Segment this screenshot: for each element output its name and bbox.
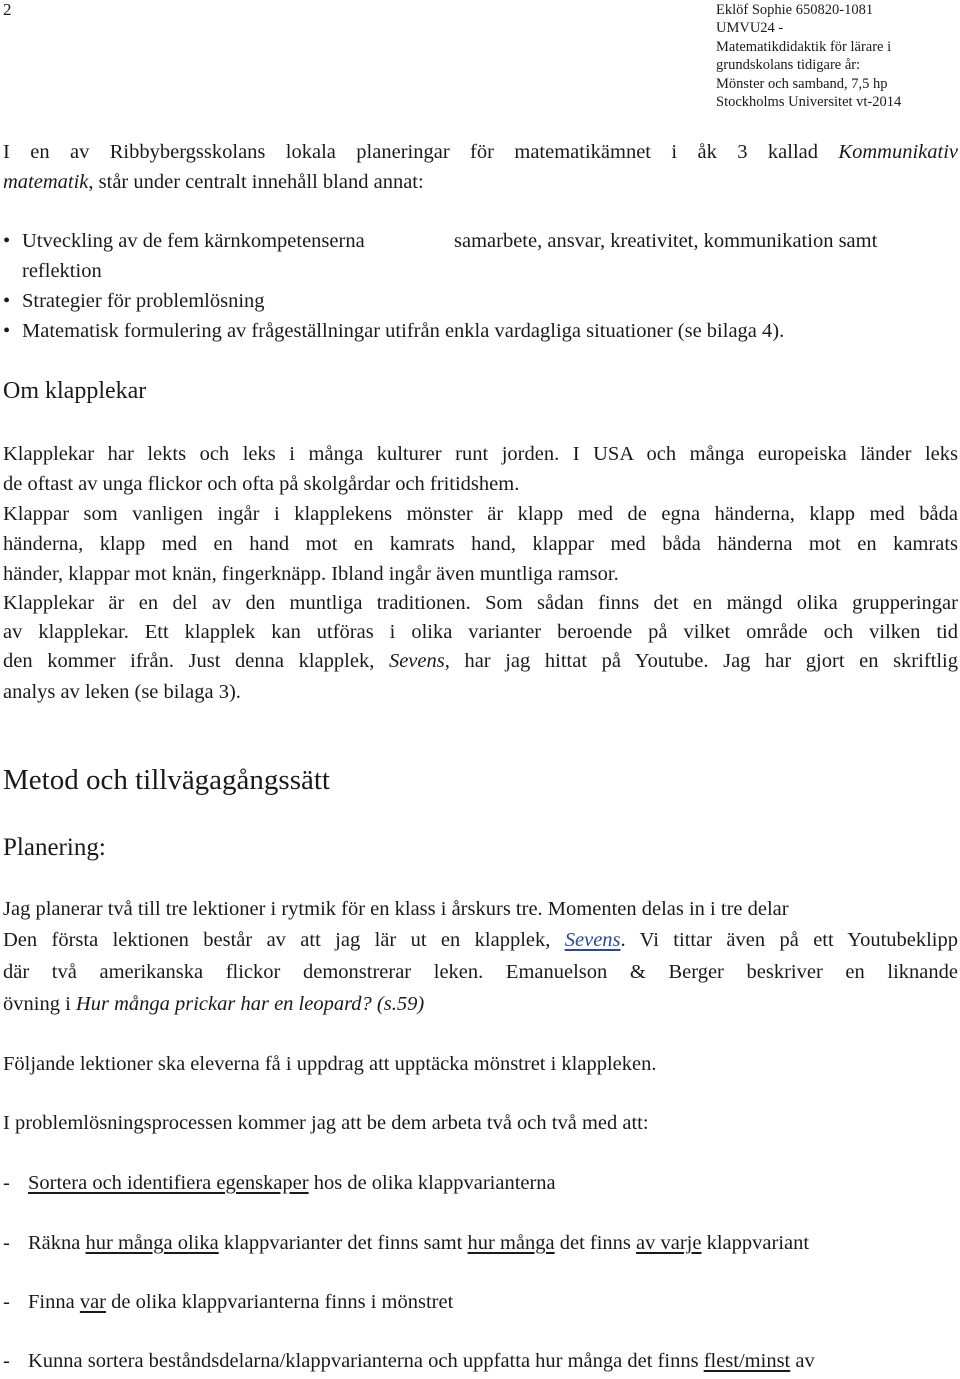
om-line-8: den kommer ifrån. Just denna klapplek, Sevens, har jag hittat på Youtube. Jag har gjort en skriftlig — [3, 650, 958, 672]
om-line-3: Klappar som vanligen ingår i klapplekens mönster är klapp med de egna händerna, klapp med båda — [3, 503, 958, 525]
dash-item-2: - Räkna hur många olika klappvarianter det finns samt hur många det finns av varje klappvariant — [3, 1232, 810, 1254]
dash-item-3: - Finna var de olika klappvarianterna finns i mönstret — [3, 1291, 454, 1313]
bullet-marker: • — [3, 290, 11, 312]
om-line-5: händer, klappar mot knän, fingerknäpp. Ibland ingår även muntliga ramsor. — [3, 563, 619, 585]
metod-line-2: Den första lektionen består av att jag lär ut en klapplek, Sevens. Vi tittar även på ett Youtubeklipp — [3, 929, 958, 951]
section-heading-om-klapplekar: Om klapplekar — [3, 378, 147, 404]
om-line-7: av klapplekar. Ett klapplek kan utföras i olika varianter beroende på vilket område och vilken tid — [3, 621, 958, 643]
metod-line-3: där två amerikanska flickor demonstrerar leken. Emanuelson & Berger beskriver en liknande — [3, 961, 958, 983]
plan-title: Kommunikativ — [838, 141, 958, 163]
metod-line-5: Följande lektioner ska eleverna få i uppdrag att upptäcka mönstret i klappleken. — [3, 1053, 657, 1075]
bullet-item-3: • Matematisk formulering av frågeställningar utifrån enkla vardagliga situationer (se bilaga 4). — [3, 320, 785, 342]
bullet-marker: • — [3, 230, 11, 252]
header-line-course-code: UMVU24 - — [716, 20, 784, 37]
bullet-marker: • — [3, 320, 11, 342]
sevens-link[interactable]: Sevens — [564, 929, 621, 951]
dash-marker: - — [3, 1350, 10, 1372]
section-heading-metod: Metod och tillvägagångssätt — [3, 764, 330, 796]
om-line-4: händerna, klapp med en hand mot en kamrats hand, klappar med båda händerna mot en kamrats — [3, 533, 958, 555]
metod-line-6: I problemlösningsprocessen kommer jag att be dem arbeta två och två med att: — [3, 1112, 649, 1134]
om-line-1: Klapplekar har lekts och leks i många kulturer runt jorden. I USA och många europeiska länder leks — [3, 443, 958, 465]
header-line-course-name-cont: grundskolans tidigare år: — [716, 57, 861, 74]
book-title: Hur många prickar har en leopard? (s.59) — [75, 993, 425, 1015]
header-line-university: Stockholms Universitet vt-2014 — [716, 94, 902, 111]
plan-title-cont: matematik — [3, 171, 89, 193]
header-line-course-name: Matematikdidaktik för lärare i — [716, 38, 892, 55]
metod-line-1: Jag planerar två till tre lektioner i rytmik för en klass i årskurs tre. Momenten delas in i tre delar — [3, 898, 789, 920]
om-line-6: Klapplekar är en del av den muntliga traditionen. Som sådan finns det en mängd olika grupperingar — [3, 592, 958, 614]
dash-marker: - — [3, 1172, 10, 1194]
page-number: 2 — [3, 0, 12, 19]
document-header — [716, 1, 901, 111]
header-line-author: Eklöf Sophie 650820-1081 — [716, 2, 874, 18]
bullet-item-2: • Strategier för problemlösning — [3, 290, 265, 312]
header-line-course-topic: Mönster och samband, 7,5 hp — [716, 75, 888, 92]
dash-item-4: - Kunna sortera beståndsdelarna/klappvarianterna och uppfatta hur många det finns flest/minst av — [3, 1350, 815, 1372]
dash-marker: - — [3, 1291, 10, 1313]
intro-line-2: matematik, står under centralt innehåll bland annat: — [3, 171, 424, 193]
bullet-item-1-cont: reflektion — [22, 260, 102, 282]
om-line-9: analys av leken (se bilaga 3). — [3, 681, 241, 703]
subheading-planering: Planering: — [3, 834, 106, 861]
dash-item-1: - Sortera och identifiera egenskaper hos de olika klappvarianterna — [3, 1172, 556, 1194]
dash-marker: - — [3, 1232, 10, 1254]
bullet-item-1-values: samarbete, ansvar, kreativitet, kommunikation samt — [454, 230, 878, 252]
game-title-sevens: Sevens — [388, 650, 445, 672]
om-line-2: de oftast av unga flickor och ofta på skolgårdar och fritidshem. — [3, 473, 520, 495]
intro-line-1: I en av Ribbybergsskolans lokala planeringar för matematikämnet i åk 3 kallad Kommunikativ — [3, 141, 958, 163]
bullet-item-1: • Utveckling av de fem kärnkompetenserna — [3, 230, 365, 252]
metod-line-4: övning i Hur många prickar har en leopard? (s.59) — [3, 993, 425, 1015]
